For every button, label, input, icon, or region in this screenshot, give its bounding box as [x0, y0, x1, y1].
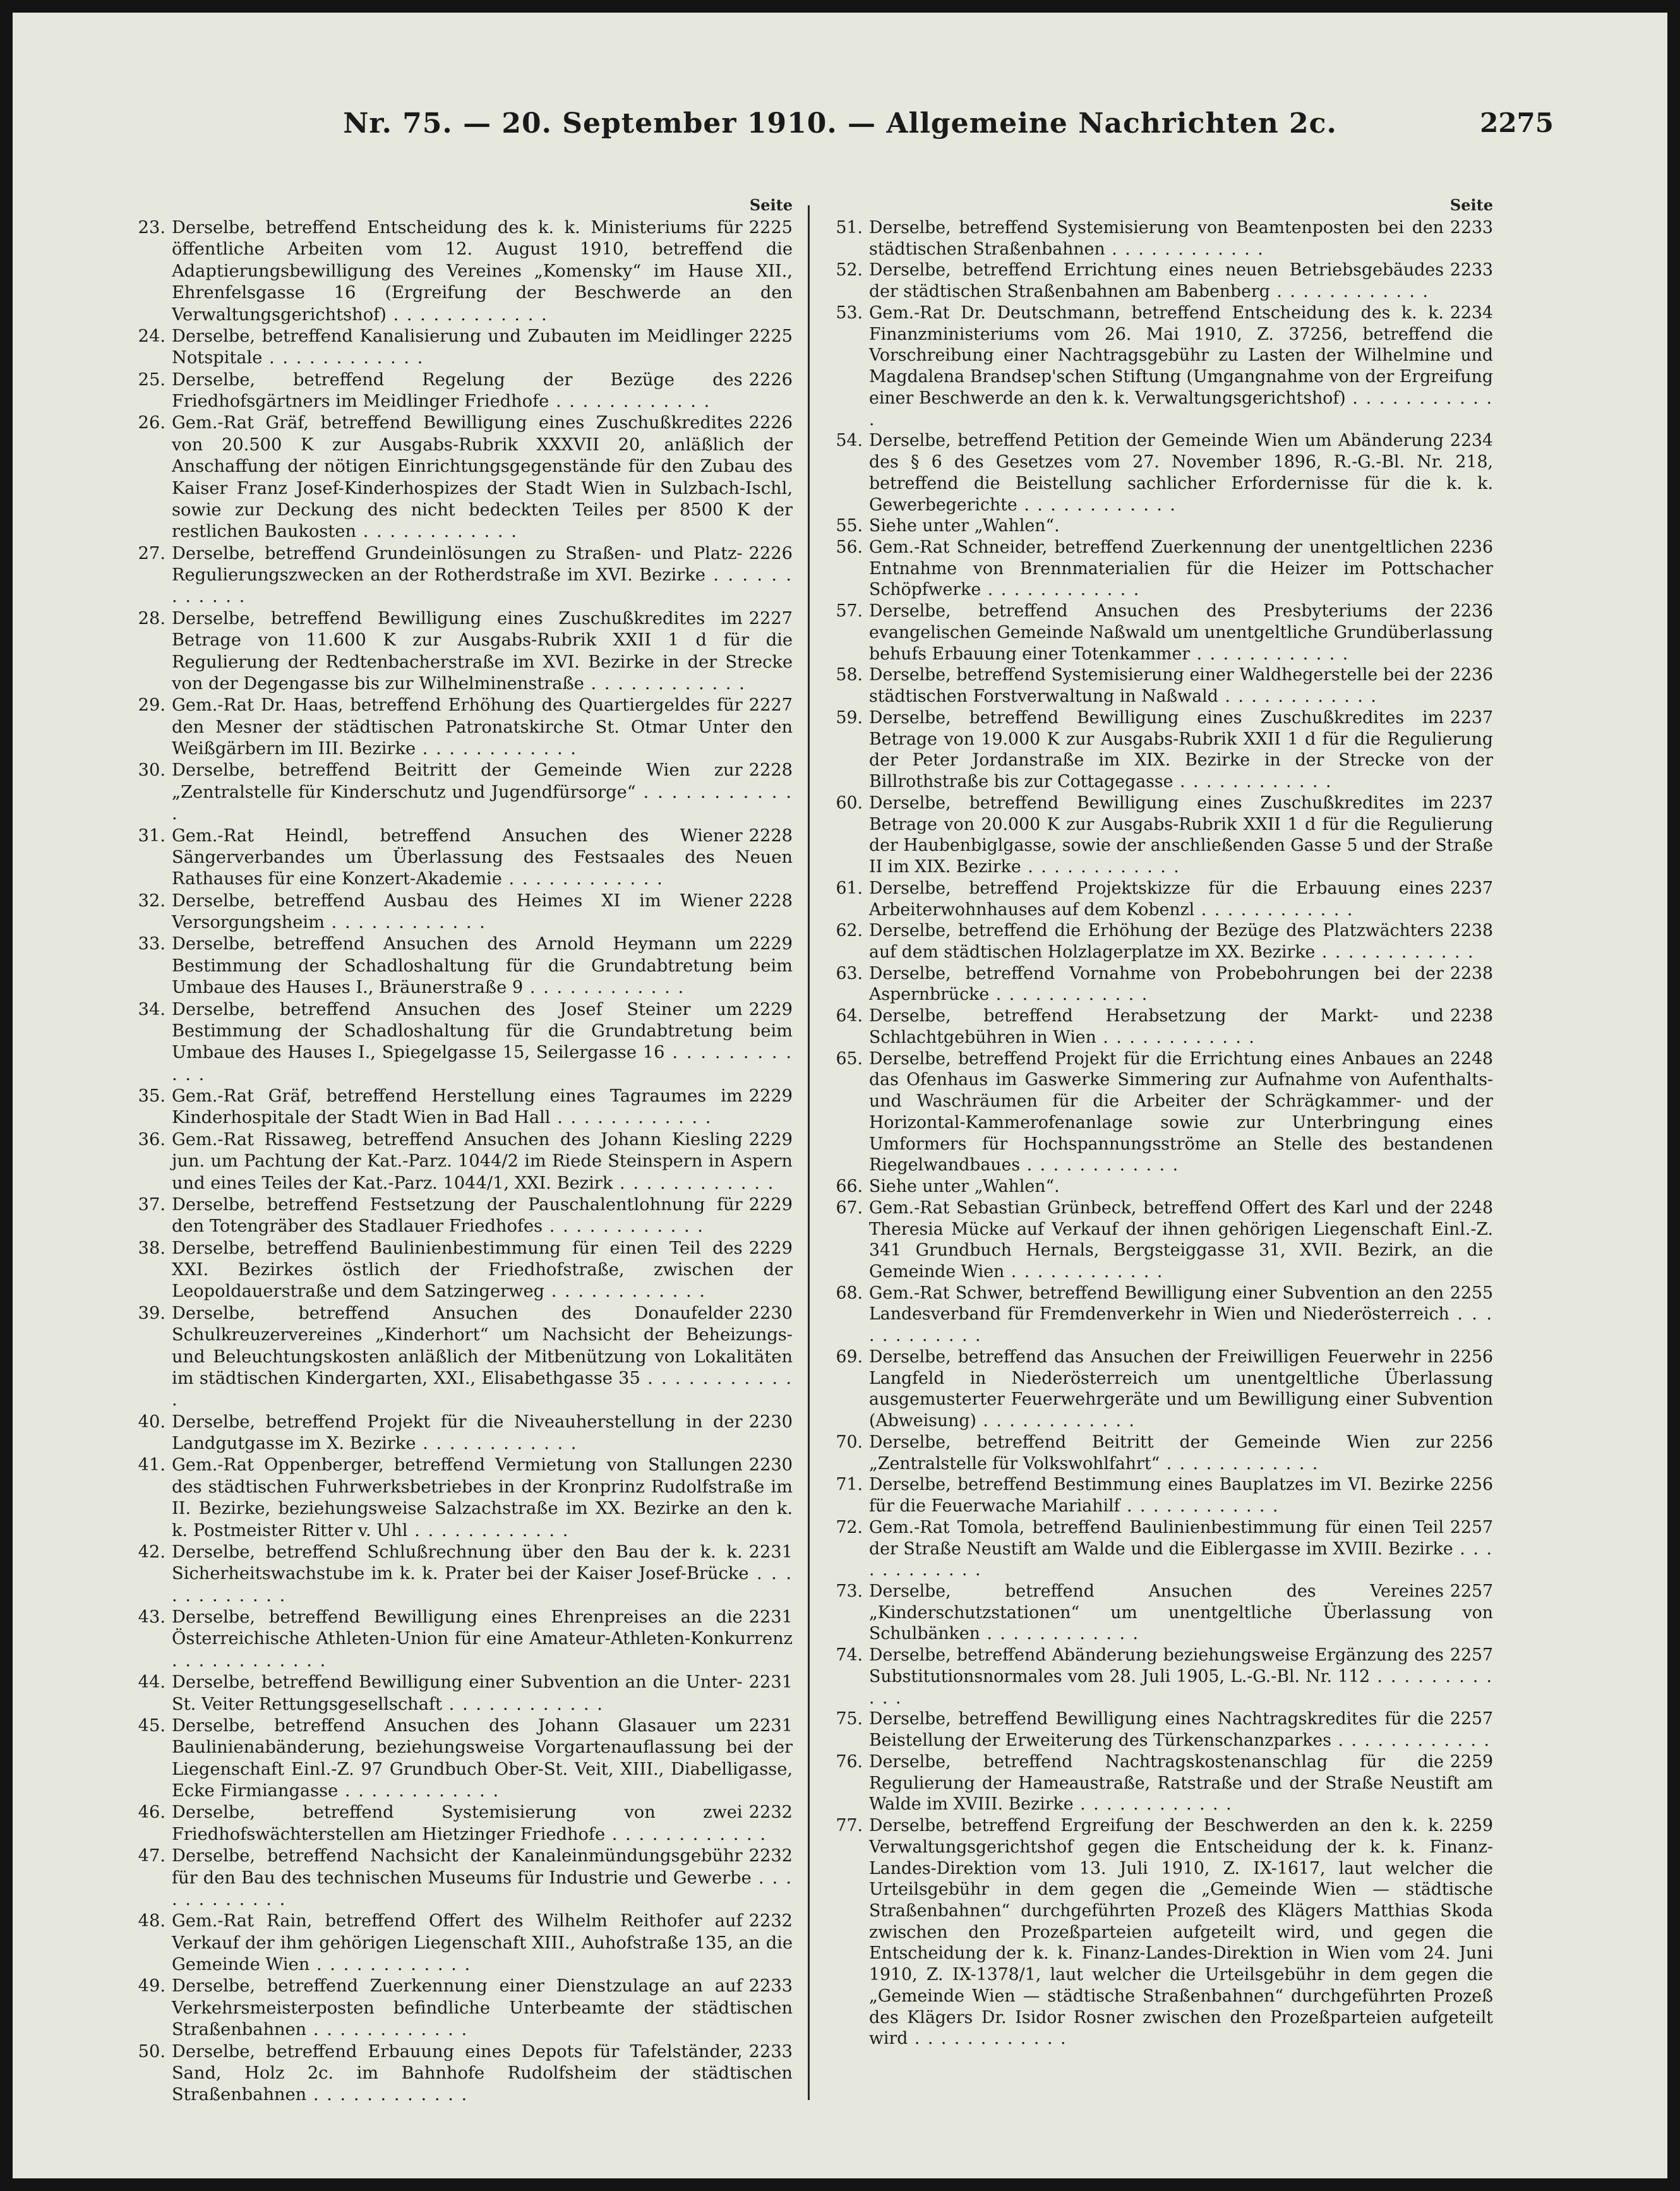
entry-number: 57.	[836, 601, 863, 621]
entry-number: 50.	[138, 2041, 165, 2062]
page-header	[13, 107, 1667, 158]
entry-number: 49.	[138, 1976, 165, 1996]
entry-page-ref: 2228	[748, 760, 793, 781]
entry-page-ref: 2230	[748, 1412, 793, 1432]
entry-number: 63.	[836, 963, 863, 983]
entry-number: 48.	[138, 1911, 165, 1931]
entry-page-ref: 2236	[1449, 537, 1493, 558]
entry-page-ref: 2225	[748, 218, 793, 237]
entry-text: Gem.-Rat Sebastian Grünbeck, betreffend Offert des Karl und der Theresia Mücke auf Verkauf der ihnen gehörigen Liegenschaft Einl.-Z. 341 Grundbuch Hernals, Bergsteiggasse 31, XVII. Bezirk, an die Gemeinde Wien . . .	[869, 1198, 1493, 1282]
entry-page-ref: 2229	[748, 999, 793, 1019]
entry-text: Gem.-Rat Tomola, betreffend Baulinienbestimmung für einen Teil der Straße Neustift am Walde und die Eiblergasse im XVIII. Bezirke . . .	[869, 1518, 1493, 1580]
entry-text: Derselbe, betreffend Festsetzung der Pauschalentlohnung für den Totengräber des Stadlauer Friedhofes . . .	[172, 1195, 743, 1236]
column-divider	[808, 205, 810, 2100]
left-column	[126, 196, 793, 2106]
entry-text: Derselbe, betreffend Systemisierung von Beamtenposten bei den städtischen Straßenbahnen . . .	[869, 218, 1444, 259]
entry-number: 75.	[836, 1709, 863, 1729]
entry-page-ref: 2236	[1449, 665, 1493, 685]
index-entry	[126, 1238, 793, 1303]
entry-page-ref: 2229	[748, 934, 793, 954]
entry-page-ref: 2229	[748, 1129, 793, 1150]
entry-number: 31.	[138, 825, 165, 846]
index-entry	[126, 933, 793, 999]
entry-page-ref: 2231	[748, 1715, 793, 1736]
entry-text: Derselbe, betreffend Projektskizze für die Erbauung eines Arbeiterwohnhauses auf dem Kobenzl . . .	[869, 879, 1444, 920]
entry-text: Derselbe, betreffend Ansuchen des Vereines „Kinderschutzstationen“ um unentgeltliche Überlassung von Schulbänken . . .	[869, 1582, 1493, 1643]
entry-page-ref: 2233	[1449, 218, 1493, 237]
entry-number: 25.	[138, 369, 165, 390]
entry-page-ref: 2257	[1449, 1582, 1493, 1601]
index-entry	[824, 1198, 1493, 1283]
index-entry	[126, 1846, 793, 1911]
index-entry	[126, 825, 793, 891]
entry-number: 69.	[836, 1347, 863, 1367]
index-entry	[126, 999, 793, 1086]
entry-number: 70.	[836, 1432, 863, 1452]
entry-text: Derselbe, betreffend Bewilligung eines Zuschußkredites im Betrage von 20.000 K zur Ausgabs-Rubrik XXII 1 d für die Regulierung der Haubenbiglgasse, sowie der anschließenden Gasse 5 und der Straße II im XIX. Bezirke . . .	[869, 793, 1493, 877]
entry-page-ref: 2233	[748, 2041, 793, 2062]
entry-text: Derselbe, betreffend Herabsetzung der Markt- und Schlachtgebühren in Wien . . .	[869, 1006, 1444, 1047]
entry-number: 37.	[138, 1194, 165, 1215]
entry-number: 71.	[836, 1475, 863, 1495]
index-entry	[126, 1086, 793, 1129]
index-entry	[824, 878, 1493, 920]
entry-page-ref: 2236	[1449, 601, 1493, 621]
index-entry	[824, 707, 1493, 793]
entry-number: 64.	[836, 1006, 863, 1026]
entry-text: Derselbe, betreffend Nachsicht der Kanaleinmündungsgebühr für den Bau des technischen Museums für Industrie und Gewerbe . . .	[172, 1846, 793, 1909]
right-column	[824, 196, 1493, 2050]
entry-page-ref: 2226	[748, 369, 793, 390]
entry-number: 30.	[138, 760, 165, 781]
entry-text: Derselbe, betreffend Errichtung eines neuen Betriebsgebäudes der städtischen Straßenbahnen am Babenberg . . .	[869, 260, 1444, 301]
entry-page-ref: 2231	[748, 1672, 793, 1693]
entry-number: 52.	[836, 260, 863, 280]
index-entry	[126, 1715, 793, 1803]
entry-text: Derselbe, betreffend Ansuchen des Josef Steiner um Bestimmung der Schadloshaltung für die Grundabtretung beim Umbaue des Hauses I., Spiegelgasse 15, Seilergasse 16 . . .	[172, 1000, 793, 1084]
entry-number: 27.	[138, 543, 165, 563]
left-entry-list	[126, 217, 793, 2106]
entry-page-ref: 2230	[748, 1455, 793, 1475]
entry-number: 62.	[836, 921, 863, 941]
entry-text: Derselbe, betreffend Erbauung eines Depots für Tafelständer, Sand, Holz 2c. im Bahnhofe Rudolfsheim der städtischen Straßenbahnen . . .	[172, 2042, 793, 2105]
entry-number: 61.	[836, 878, 863, 898]
entry-text: Derselbe, betreffend die Erhöhung der Bezüge des Platzwächters auf dem städtischen Holzlagerplatze im XX. Bezirke . . .	[869, 921, 1474, 962]
entry-text: Derselbe, betreffend Bewilligung eines Ehrenpreises an die Österreichische Athleten-Union für eine Amateur-Athleten-Konkurrenz . . .	[172, 1607, 793, 1671]
entry-text: Derselbe, betreffend Vornahme von Probebohrungen bei der Aspernbrücke . . .	[869, 964, 1444, 1005]
entry-text: Derselbe, betreffend Bewilligung eines Zuschußkredites im Betrage von 19.000 K zur Ausgabs-Rubrik XXII 1 d für die Regulierung der Peter Jordanstraße im XIX. Bezirke in der Strecke von der Billrothstraße bis zur Cottagegasse . . .	[869, 708, 1493, 791]
entry-page-ref: 2257	[1449, 1645, 1493, 1666]
index-entry	[126, 608, 793, 695]
index-entry	[126, 760, 793, 825]
entry-page-ref: 2230	[748, 1303, 793, 1323]
entry-page-ref: 2238	[1449, 921, 1493, 941]
entry-text: Derselbe, betreffend Grundeinlösungen zu Straßen- und Platz-Regulierungszwecken an der Rotherdstraße im XVI. Bezirke . . .	[172, 544, 793, 607]
entry-number: 59.	[836, 707, 863, 728]
entry-page-ref: 2232	[748, 1846, 793, 1866]
entry-text: Gem.-Rat Schneider, betreffend Zuerkennung der unentgeltlichen Entnahme von Brennmaterialien für die Heizer im Pottschacher Schöpfwerke . . .	[869, 537, 1493, 599]
entry-text: Derselbe, betreffend Bewilligung eines Nachtragskredites für die Beistellung der Erweiterung des Türkenschanzparkes . . .	[869, 1709, 1491, 1750]
index-entry	[824, 1581, 1493, 1645]
entry-text: Derselbe, betreffend Ausbau des Heimes XI im Wiener Versorgungsheim . . .	[172, 891, 743, 932]
entry-number: 66.	[836, 1177, 863, 1197]
entry-page-ref: 2228	[748, 825, 793, 846]
index-entry	[824, 1751, 1493, 1815]
entry-text: Gem.-Rat Heindl, betreffend Ansuchen des Wiener Sängerverbandes um Überlassung des Festsaales des Neuen Rathauses für eine Konzert-Akademie . . .	[172, 826, 793, 889]
index-entry	[126, 326, 793, 369]
entry-number: 42.	[138, 1542, 165, 1562]
entry-number: 40.	[138, 1412, 165, 1432]
entry-number: 33.	[138, 934, 165, 954]
index-entry	[126, 543, 793, 608]
entry-page-ref: 2227	[748, 695, 793, 716]
index-entry	[824, 1005, 1493, 1048]
entry-page-ref: 2256	[1449, 1432, 1493, 1452]
entry-number: 44.	[138, 1672, 165, 1693]
entry-text: Siehe unter „Wahlen“.	[869, 1177, 1060, 1197]
entry-text: Gem.-Rat Dr. Haas, betreffend Erhöhung des Quartiergeldes für den Mesner der städtischen Patronatskirche St. Otmar Unter den Weißgärbern im III. Bezirke . . .	[172, 695, 793, 759]
entry-page-ref: 2255	[1449, 1283, 1493, 1303]
entry-page-ref: 2225	[748, 326, 793, 346]
index-entry	[824, 601, 1493, 664]
index-entry	[126, 1911, 793, 1976]
entry-text: Derselbe, betreffend Bewilligung einer Subvention an die Unter-St. Veiter Rettungsgesellschaft . . .	[172, 1672, 743, 1714]
entry-text: Derselbe, betreffend Abänderung beziehungsweise Ergänzung des Substitutionsnormales vom 28. Juli 1905, L.-G.-Bl. Nr. 112 . . .	[869, 1645, 1493, 1707]
entry-text: Derselbe, betreffend Ergreifung der Beschwerden an den k. k. Verwaltungsgerichtshof gegen die Entscheidung der k. k. Finanz-Landes-Direktion vom 13. Juli 1910, Z. IX-1617, laut welcher die Urteilsgebühr in dem gegen die „Gemeinde Wien — städtische Straßenbahnen“ durchgeführten Prozeß des Klägers Matthias Skoda zwischen den Prozeßparteien aufgeteilt wird, und gegen die Entscheidung der k. k. Finanz-Landes-Direktion in Wien vom 24. Juni 1910, Z. IX-1378/1, laut welcher die Urteilsgebühr in dem gegen die „Gemeinde Wien — städtische Straßenbahnen“ durchgeführten Prozeß des Klägers Dr. Isidor Rosner zwischen den Prozeßparteien aufgeteilt wird . . .	[869, 1816, 1493, 2048]
index-entry	[824, 1432, 1493, 1474]
index-entry	[824, 515, 1493, 537]
entry-number: 45.	[138, 1715, 165, 1736]
entry-number: 26.	[138, 413, 165, 433]
entry-page-ref: 2229	[748, 1086, 793, 1106]
seite-label-left: Seite	[749, 196, 793, 214]
entry-page-ref: 2229	[748, 1238, 793, 1258]
entry-page-ref: 2259	[1449, 1751, 1493, 1772]
entry-number: 46.	[138, 1803, 165, 1823]
entry-text: Derselbe, betreffend das Ansuchen der Freiwilligen Feuerwehr in Langfeld in Niederösterreich um unentgeltliche Überlassung ausgemusterter Feuerwehrgeräte und um Bewilligung einer Subvention (Abweisung) . . .	[869, 1347, 1493, 1431]
entry-page-ref: 2238	[1449, 963, 1493, 983]
entry-number: 39.	[138, 1303, 165, 1323]
index-entry	[126, 1129, 793, 1194]
entry-page-ref: 2248	[1449, 1198, 1493, 1218]
entry-number: 56.	[836, 537, 863, 558]
index-entry	[824, 793, 1493, 878]
entry-page-ref: 2228	[748, 891, 793, 911]
entry-number: 34.	[138, 999, 165, 1019]
entry-text: Siehe unter „Wahlen“.	[869, 516, 1060, 536]
entry-number: 68.	[836, 1283, 863, 1303]
entry-text: Gem.-Rat Gräf, betreffend Bewilligung eines Zuschußkredites von 20.500 K zur Ausgabs-Rubrik XXXVII 20, anläßlich der Anschaffung der nötigen Einrichtungsgegenstände für den Zubau des Kaiser Franz Josef-Kinderhospizes der Stadt Wien in Sulzbach-Ischl, sowie zur Deckung des nicht bedeckten Teiles per 8500 K der restlichen Baukosten . . .	[172, 413, 793, 541]
page-sheet	[13, 13, 1667, 2178]
index-entry	[824, 1474, 1493, 1516]
index-entry	[126, 695, 793, 760]
entry-text: Gem.-Rat Oppenberger, betreffend Vermietung von Stallungen des städtischen Fuhrwerksbetriebes in der Kronprinz Rudolfstraße im II. Bezirke, beziehungsweise Salzachstraße im XX. Bezirke an den k. k. Postmeister Ritter v. Uhl . . .	[172, 1455, 793, 1540]
running-title: Nr. 75. — 20. September 1910. — Allgemeine Nachrichten 2c.	[343, 107, 1337, 140]
entry-number: 76.	[836, 1751, 863, 1772]
index-entry	[126, 217, 793, 326]
entry-text: Gem.-Rat Dr. Deutschmann, betreffend Entscheidung des k. k. Finanzministeriums vom 26. Mai 1910, Z. 37256, betreffend die Vorschreibung einer Nachtragsgebühr zu Lasten der Wilhelmine und Magdalena Brandsep'schen Stiftung (Umgangnahme von der Ergreifung einer Beschwerde an den k. k. Verwaltungsgerichtshof) . . .	[869, 303, 1493, 429]
entry-text: Derselbe, betreffend Beitritt der Gemeinde Wien zur „Zentralstelle für Volkswohlfahrt“ . . .	[869, 1432, 1444, 1474]
index-entry	[824, 217, 1493, 260]
index-entry	[126, 1412, 793, 1455]
index-entry	[126, 1542, 793, 1607]
index-entry	[824, 920, 1493, 963]
index-entry	[824, 1517, 1493, 1581]
entry-number: 54.	[836, 431, 863, 451]
index-entry	[126, 1672, 793, 1715]
index-entry	[824, 1176, 1493, 1198]
index-entry	[824, 1645, 1493, 1708]
index-entry	[126, 412, 793, 543]
entry-text: Derselbe, betreffend Ansuchen des Donaufelder Schulkreuzervereines „Kinderhort“ um Nachsicht der Beheizungs- und Beleuchtungskosten anläßlich der Mitbenützung von Lokalitäten im städtischen Kindergarten, XXI., Elisabethgasse 35 . . .	[172, 1304, 793, 1410]
entry-page-ref: 2248	[1449, 1048, 1493, 1069]
entry-text: Derselbe, betreffend Baulinienbestimmung für einen Teil des XXI. Bezirkes östlich der Friedhofstraße, zwischen der Leopoldauerstraße und dem Satzingerweg . . .	[172, 1239, 793, 1302]
index-entry	[126, 1802, 793, 1846]
entry-page-ref: 2256	[1449, 1475, 1493, 1495]
entry-text: Gem.-Rat Gräf, betreffend Herstellung eines Tagraumes im Kinderhospitale der Stadt Wien in Bad Hall . . .	[172, 1086, 743, 1127]
entry-text: Derselbe, betreffend Petition der Gemeinde Wien um Abänderung des § 6 des Gesetzes vom 27. November 1896, R.-G.-Bl. Nr. 218, betreffend die Beistellung sachlicher Erfordernisse für die k. k. Gewerbegerichte . . .	[869, 431, 1493, 514]
entry-text: Derselbe, betreffend Schlußrechnung über den Bau der k. k. Sicherheitswachstube im k. k. Prater bei der Kaiser Josef-Brücke . . .	[172, 1542, 793, 1606]
index-entry	[126, 2041, 793, 2106]
entry-text: Derselbe, betreffend Beitritt der Gemeinde Wien zur „Zentralstelle für Kinderschutz und Jugendfürsorge“ . . .	[172, 760, 793, 824]
entry-number: 32.	[138, 891, 165, 911]
index-entry	[126, 369, 793, 413]
index-entry	[824, 1815, 1493, 2050]
entry-page-ref: 2233	[748, 1976, 793, 1996]
entry-number: 77.	[836, 1816, 863, 1836]
entry-page-ref: 2237	[1449, 793, 1493, 813]
entry-page-ref: 2232	[748, 1911, 793, 1931]
entry-number: 60.	[836, 793, 863, 813]
entry-number: 67.	[836, 1198, 863, 1218]
entry-text: Derselbe, betreffend Kanalisierung und Zubauten im Meidlinger Notspitale . . .	[172, 327, 743, 368]
entry-text: Gem.-Rat Schwer, betreffend Bewilligung einer Subvention an den Landesverband für Fremdenverkehr in Wien und Niederösterreich . . .	[869, 1283, 1493, 1345]
index-entry	[824, 260, 1493, 302]
entry-page-ref: 2226	[748, 543, 793, 563]
index-entry	[824, 1283, 1493, 1347]
entry-number: 24.	[138, 326, 165, 346]
entry-number: 38.	[138, 1238, 165, 1258]
index-entry	[824, 1708, 1493, 1751]
entry-number: 47.	[138, 1846, 165, 1866]
entry-page-ref: 2237	[1449, 878, 1493, 898]
entry-page-ref: 2233	[1449, 260, 1493, 280]
entry-number: 41.	[138, 1455, 165, 1475]
entry-text: Derselbe, betreffend Ansuchen des Presbyteriums der evangelischen Gemeinde Naßwald um unentgeltliche Grundüberlassung behufs Erbauung einer Totenkammer . . .	[869, 601, 1493, 663]
entry-number: 73.	[836, 1582, 863, 1601]
entry-text: Derselbe, betreffend Ansuchen des Johann Glasauer um Baulinienabänderung, beziehungsweise Vorgartenauflassung bei der Liegenschaft Einl.-Z. 97 Grundbuch Ober-St. Veit, XIII., Diabelligasse, Ecke Firmiangasse . . .	[172, 1716, 793, 1801]
index-entry	[126, 1976, 793, 2041]
entry-page-ref: 2231	[748, 1607, 793, 1627]
entry-page-ref: 2257	[1449, 1517, 1493, 1537]
entry-text: Derselbe, betreffend Nachtragskostenanschlag für die Regulierung der Hameaustraße, Ratstraße und der Straße Neustift am Walde im XVIII. Bezirke . . .	[869, 1752, 1493, 1814]
entry-page-ref: 2237	[1449, 707, 1493, 728]
entry-page-ref: 2234	[1449, 303, 1493, 323]
entry-page-ref: 2257	[1449, 1709, 1493, 1729]
entry-number: 74.	[836, 1645, 863, 1666]
entry-page-ref: 2226	[748, 413, 793, 433]
index-entry	[824, 430, 1493, 515]
entry-page-ref: 2231	[748, 1542, 793, 1562]
entry-number: 58.	[836, 665, 863, 685]
entry-text: Derselbe, betreffend Entscheidung des k. k. Ministeriums für öffentliche Arbeiten vom 12. August 1910, betreffend die Adaptierungsbewilligung des Vereines „Komensky“ im Hause XII., Ehrenfelsgasse 16 (Ergreifung der Beschwerde an den Verwaltungsgerichtshof) . . .	[172, 218, 793, 325]
seite-label-right: Seite	[1449, 196, 1493, 214]
index-entry	[824, 1048, 1493, 1176]
index-entry	[824, 537, 1493, 601]
entry-page-ref: 2238	[1449, 1006, 1493, 1026]
entry-text: Gem.-Rat Rain, betreffend Offert des Wilhelm Reithofer auf Verkauf der ihm gehörigen Liegenschaft XIII., Auhofstraße 135, an die Gemeinde Wien . . .	[172, 1911, 793, 1974]
entry-number: 23.	[138, 218, 165, 237]
entry-text: Derselbe, betreffend Regelung der Bezüge des Friedhofsgärtners im Meidlinger Friedhofe . . .	[172, 370, 743, 411]
entry-number: 43.	[138, 1607, 165, 1627]
index-entry	[824, 664, 1493, 707]
entry-text: Derselbe, betreffend Bestimmung eines Bauplatzes im VI. Bezirke für die Feuerwache Mariahilf . . .	[869, 1475, 1444, 1516]
entry-page-ref: 2232	[748, 1803, 793, 1823]
entry-number: 51.	[836, 218, 863, 237]
index-entry	[824, 963, 1493, 1005]
entry-number: 65.	[836, 1048, 863, 1069]
index-entry	[126, 1194, 793, 1238]
index-entry	[126, 1607, 793, 1672]
index-entry	[126, 1303, 793, 1412]
entry-text: Derselbe, betreffend Systemisierung von zwei Friedhofswächterstellen am Hietzinger Friedhofe . . .	[172, 1803, 767, 1844]
entry-text: Derselbe, betreffend Bewilligung eines Zuschußkredites im Betrage von 11.600 K zur Ausgabs-Rubrik XXII 1 d für die Regulierung der Redtenbacherstraße im XVI. Bezirke in der Strecke von der Degengasse bis zur Wilhelminenstraße . . .	[172, 609, 793, 693]
entry-number: 28.	[138, 608, 165, 628]
entry-page-ref: 2234	[1449, 431, 1493, 451]
entry-page-ref: 2259	[1449, 1816, 1493, 1836]
entry-text: Derselbe, betreffend Systemisierung einer Waldhegerstelle bei der städtischen Forstverwaltung in Naßwald . . .	[869, 665, 1444, 706]
entry-number: 72.	[836, 1517, 863, 1537]
entry-number: 53.	[836, 303, 863, 323]
index-entry	[126, 1455, 793, 1542]
entry-number: 29.	[138, 695, 165, 716]
index-entry	[824, 1347, 1493, 1432]
page-number: 2275	[1480, 107, 1554, 138]
entry-text: Derselbe, betreffend Projekt für die Niveauherstellung in der Landgutgasse im X. Bezirke . . .	[172, 1412, 743, 1453]
index-entry	[824, 303, 1493, 430]
entry-text: Derselbe, betreffend Zuerkennung einer Dienstzulage an auf Verkehrsmeisterposten befindliche Unterbeamte der städtischen Straßenbahnen . . .	[172, 1976, 793, 2039]
entry-page-ref: 2256	[1449, 1347, 1493, 1367]
entry-number: 36.	[138, 1129, 165, 1150]
entry-number: 55.	[836, 516, 863, 536]
entry-page-ref: 2227	[748, 608, 793, 628]
right-entry-list	[824, 217, 1493, 2050]
entry-text: Derselbe, betreffend Projekt für die Errichtung eines Anbaues an das Ofenhaus im Gaswerke Simmering zur Aufnahme von Aufenthalts- und Waschräumen für die Arbeiter der Schrägkammer- und der Horizontal-Kammerofenanlage sowie zur Unterbringung eines Umformers für Hochspannungsströme an Stelle des bestandenen Riegelwandbaues . . .	[869, 1049, 1493, 1175]
index-entry	[126, 891, 793, 934]
entry-text: Derselbe, betreffend Ansuchen des Arnold Heymann um Bestimmung der Schadloshaltung für die Grundabtretung beim Umbaue des Hauses I., Bräunerstraße 9 . . .	[172, 934, 793, 997]
entry-page-ref: 2229	[748, 1194, 793, 1215]
entry-number: 35.	[138, 1086, 165, 1106]
entry-text: Gem.-Rat Rissaweg, betreffend Ansuchen des Johann Kiesling jun. um Pachtung der Kat.-Parz. 1044/2 im Riede Steinspern in Aspern und eines Teiles der Kat.-Parz. 1044/1, XXI. Bezirk . . .	[172, 1130, 793, 1193]
